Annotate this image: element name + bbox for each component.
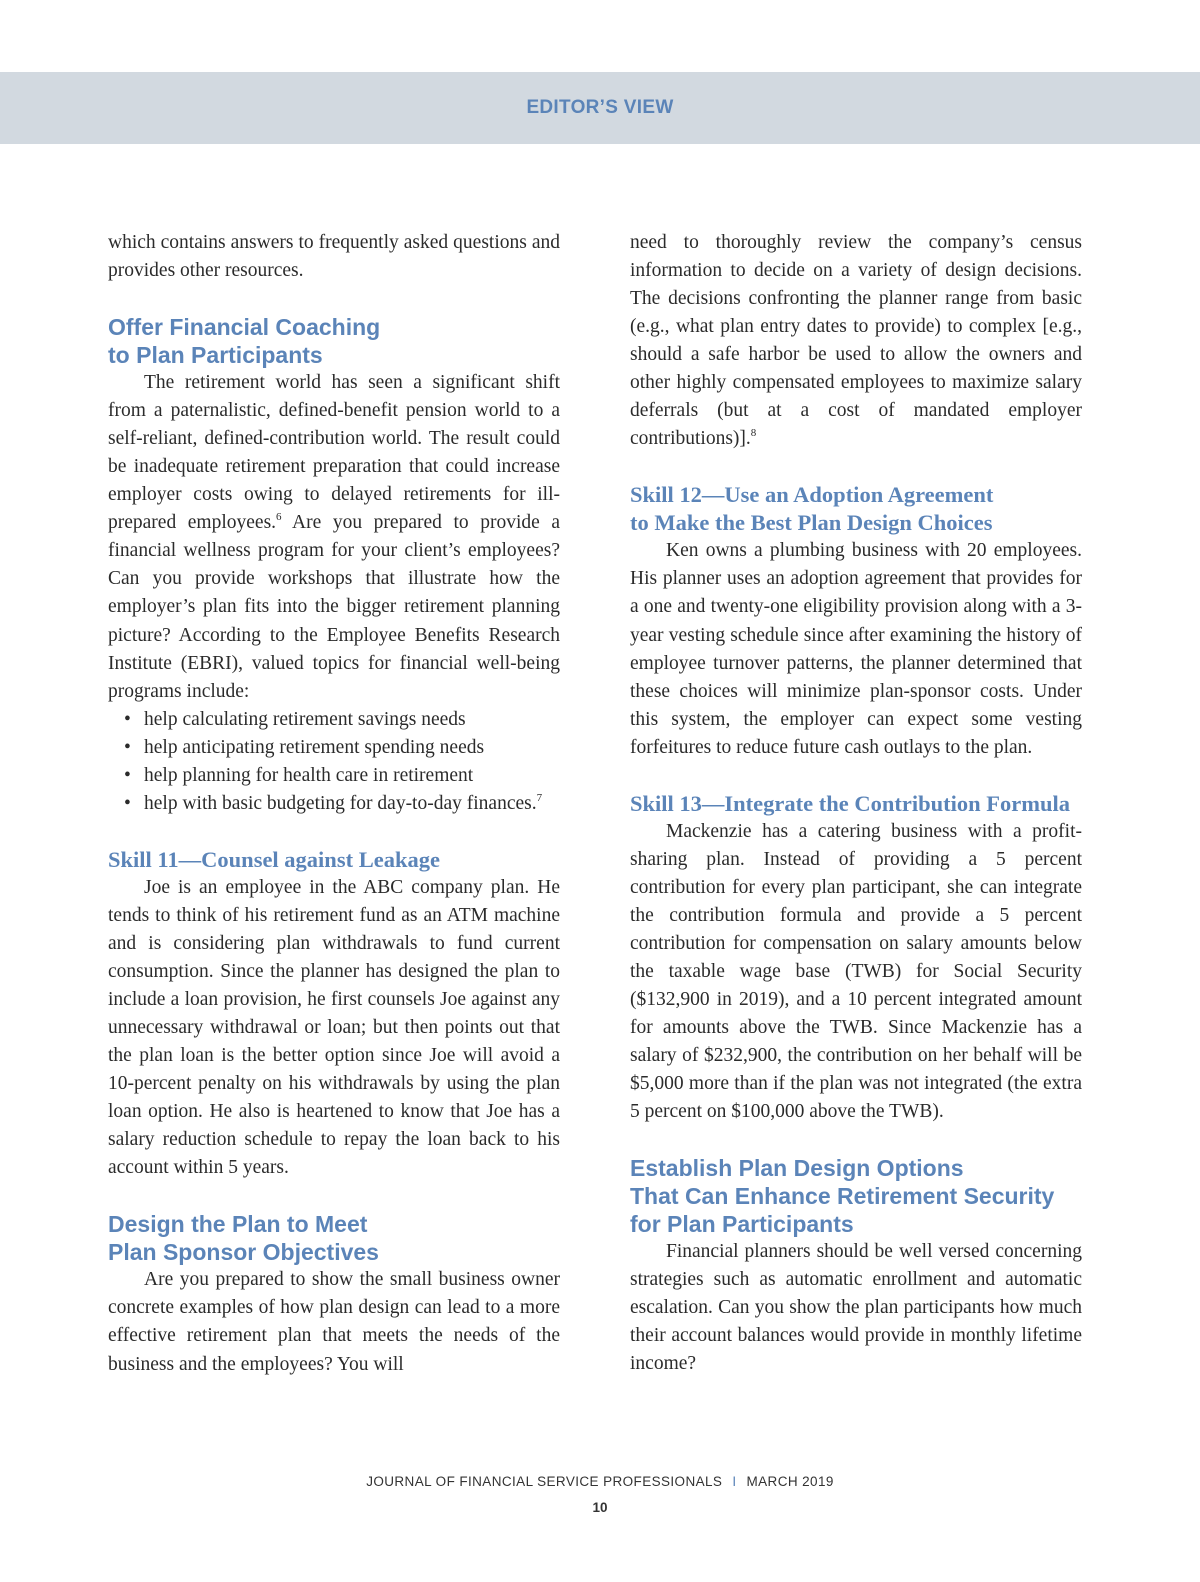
section-banner [0, 72, 1200, 144]
list-item-text: help calculating retirement savings needs [144, 708, 466, 730]
heading-skill-12 [630, 481, 1082, 537]
left-intro-paragraph: which contains answers to frequently asked questions and provides other resources. [108, 232, 560, 282]
heading-establish-options [630, 1154, 1082, 1238]
right-intro-paragraph [630, 229, 1082, 453]
wellbeing-topics-list [108, 706, 560, 818]
heading-line: to Plan Participants [108, 342, 323, 369]
bullet-icon: • [124, 764, 131, 786]
left-column [108, 229, 560, 1379]
journal-name: JOURNAL OF FINANCIAL SERVICE PROFESSIONALS [366, 1474, 723, 1489]
skill-13-paragraph: Mackenzie has a catering business with a profit-sharing plan. Instead of providing a 5 percent contribution for every plan participant, she can integrate the contribution formula and provide a 5 percent contribution for compensation on salary amounts below the taxable wage base (TWB) for Social Security ($132,900 in 2019), and a 10 percent integrated amount for amounts above the TWB. Since Mackenzie has a salary of $232,900, the contribution on her behalf will be $5,000 more than if the plan was not integrated (the extra 5 percent on $100,000 above the TWB). [630, 820, 1082, 1123]
list-item [124, 706, 560, 734]
paragraph-text: need to thoroughly review the company’s census information to decide on a variety of design decisions. The decisions confronting the planner range from basic (e.g., what plan entry dates to provide) to complex [e.g., should a safe harbor be used to allow the owners and other highly compensated employees to maximize salary deferrals (but at a cost of mandated employer contributions)]. [630, 232, 1082, 450]
heading-line: for Plan Participants [630, 1211, 854, 1238]
page-footer [0, 1474, 1200, 1489]
list-item-text: help anticipating retirement spending needs [144, 736, 485, 758]
financial-coaching-paragraph [108, 369, 560, 706]
bullet-icon: • [124, 736, 131, 758]
list-item [124, 734, 560, 762]
heading-line: That Can Enhance Retirement Security [630, 1183, 1055, 1210]
heading-line: Plan Sponsor Objectives [108, 1239, 379, 1266]
heading-financial-coaching [108, 313, 560, 369]
heading-line: Offer Financial Coaching [108, 314, 381, 341]
list-item [124, 790, 560, 818]
right-column [630, 229, 1082, 1379]
footnote-ref: 7 [536, 791, 543, 804]
footer-separator: I [732, 1474, 737, 1489]
heading-design-plan [108, 1210, 560, 1266]
heading-skill-13: Skill 13—Integrate the Contribution Formula [630, 790, 1071, 816]
design-plan-paragraph: Are you prepared to show the small business owner concrete examples of how plan design can lead to a more effective retirement plan that meets the needs of the business and the employees? You will [108, 1269, 560, 1375]
page-number: 10 [592, 1500, 608, 1515]
paragraph-text: Are you prepared to provide a financial wellness program for your client’s employees? Can you provide workshops that illustrate how the employer’s plan fits into the bigger retirement planning picture? According to the Employee Benefits Research Institute (EBRI), valued topics for financial well-being programs include: [108, 512, 560, 702]
heading-line: Establish Plan Design Options [630, 1155, 964, 1182]
list-item-text: help planning for health care in retirement [144, 764, 474, 786]
bullet-icon: • [124, 792, 131, 814]
footnote-ref: 8 [750, 427, 757, 440]
heading-line: Skill 12—Use an Adoption Agreement [630, 482, 994, 508]
issue-date: MARCH 2019 [746, 1474, 834, 1489]
section-title: EDITOR’S VIEW [526, 97, 674, 118]
skill-11-paragraph: Joe is an employee in the ABC company plan. He tends to think of his retirement fund as an ATM machine and is considering plan withdrawals to fund current consumption. Since the planner has designed the plan to include a loan provision, he first counsels Joe against any unnecessary withdrawal or loan; but then points out that the plan loan is the better option since Joe will avoid a 10-percent penalty on his withdrawals by using the plan loan option. He also is heartened to know that Joe has a salary reduction schedule to repay the loan back to his account within 5 years. [108, 876, 560, 1179]
list-item-text: help with basic budgeting for day-to-day finances. [144, 792, 537, 814]
bullet-icon: • [124, 708, 131, 730]
establish-options-paragraph: Financial planners should be well versed concerning strategies such as automatic enrollment and automatic escalation. Can you show the plan participants how much their account balances would provide in monthly lifetime income? [630, 1241, 1082, 1375]
heading-line: to Make the Best Plan Design Choices [630, 510, 993, 536]
skill-12-paragraph: Ken owns a plumbing business with 20 employees. His planner uses an adoption agreement that provides for a one and twenty-one eligibility provision along with a 3-year vesting schedule since after examining the history of employee turnover patterns, the planner determined that these choices will minimize plan-sponsor costs. Under this system, the employer can expect some vesting forfeitures to reduce future cash outlays to the plan. [630, 540, 1082, 758]
footnote-ref: 6 [276, 511, 282, 524]
list-item [124, 762, 560, 790]
paragraph-text: The retirement world has seen a significant shift from a paternalistic, defined-benefit pension world to a self-reliant, defined-contribution world. The result could be inadequate retirement preparation that could increase employer costs owing to delayed retirements for ill-prepared employees. [108, 372, 560, 534]
heading-line: Design the Plan to Meet [108, 1211, 368, 1238]
heading-skill-11: Skill 11—Counsel against Leakage [108, 846, 440, 872]
